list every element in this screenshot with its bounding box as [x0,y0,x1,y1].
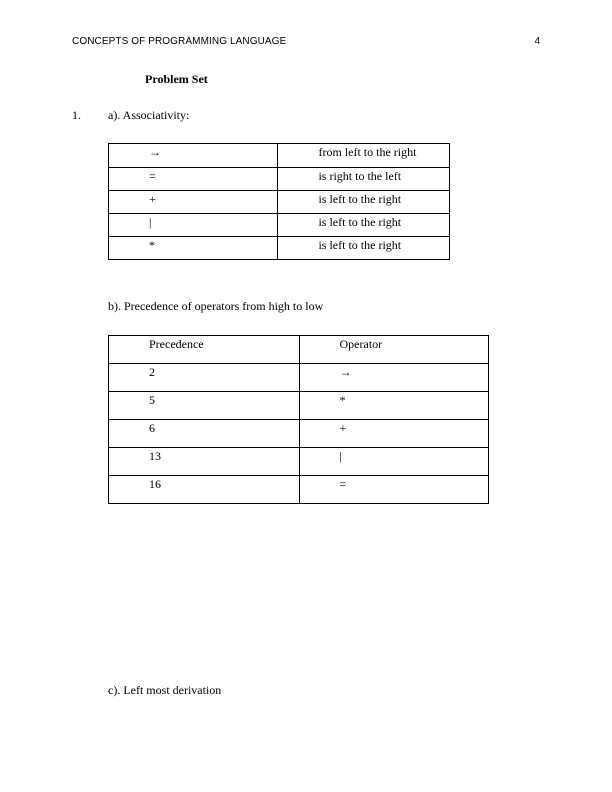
table-row [109,364,489,392]
operator-cell: * [299,392,488,420]
precedence-cell: 2 [109,364,300,392]
operator-header: Operator [299,336,488,364]
associativity-cell: is left to the right [278,191,450,214]
associativity-cell: is left to the right [278,237,450,260]
operator-cell: | [109,214,278,237]
associativity-table [108,143,450,260]
operator-cell: * [109,237,278,260]
table-row [109,214,450,237]
part-a-label: a). Associativity: [108,108,190,122]
table-header-row [109,336,489,364]
table-row [109,168,450,191]
precedence-header: Precedence [109,336,300,364]
operator-cell: → [299,364,488,392]
precedence-table [108,335,489,504]
document-title: Problem Set [145,72,208,86]
precedence-cell: 13 [109,448,300,476]
precedence-cell: 6 [109,420,300,448]
question-number: 1. [72,108,81,122]
operator-cell: = [299,476,488,504]
table-row [109,144,450,168]
part-b-label: b). Precedence of operators from high to low [108,299,324,313]
operator-cell: + [109,191,278,214]
operator-cell: + [299,420,488,448]
table-row [109,237,450,260]
operator-cell: | [299,448,488,476]
associativity-cell: is left to the right [278,214,450,237]
precedence-cell: 5 [109,392,300,420]
table-row [109,476,489,504]
running-header-title: CONCEPTS OF PROGRAMMING LANGUAGE [72,36,287,47]
operator-cell: = [109,168,278,191]
table-row [109,448,489,476]
part-c-label: c). Left most derivation [108,683,222,697]
associativity-cell: is right to the left [278,168,450,191]
table-row [109,191,450,214]
table-row [109,420,489,448]
associativity-cell: from left to the right [278,144,450,168]
page-number: 4 [534,36,540,47]
operator-cell: → [109,144,278,168]
precedence-cell: 16 [109,476,300,504]
table-row [109,392,489,420]
